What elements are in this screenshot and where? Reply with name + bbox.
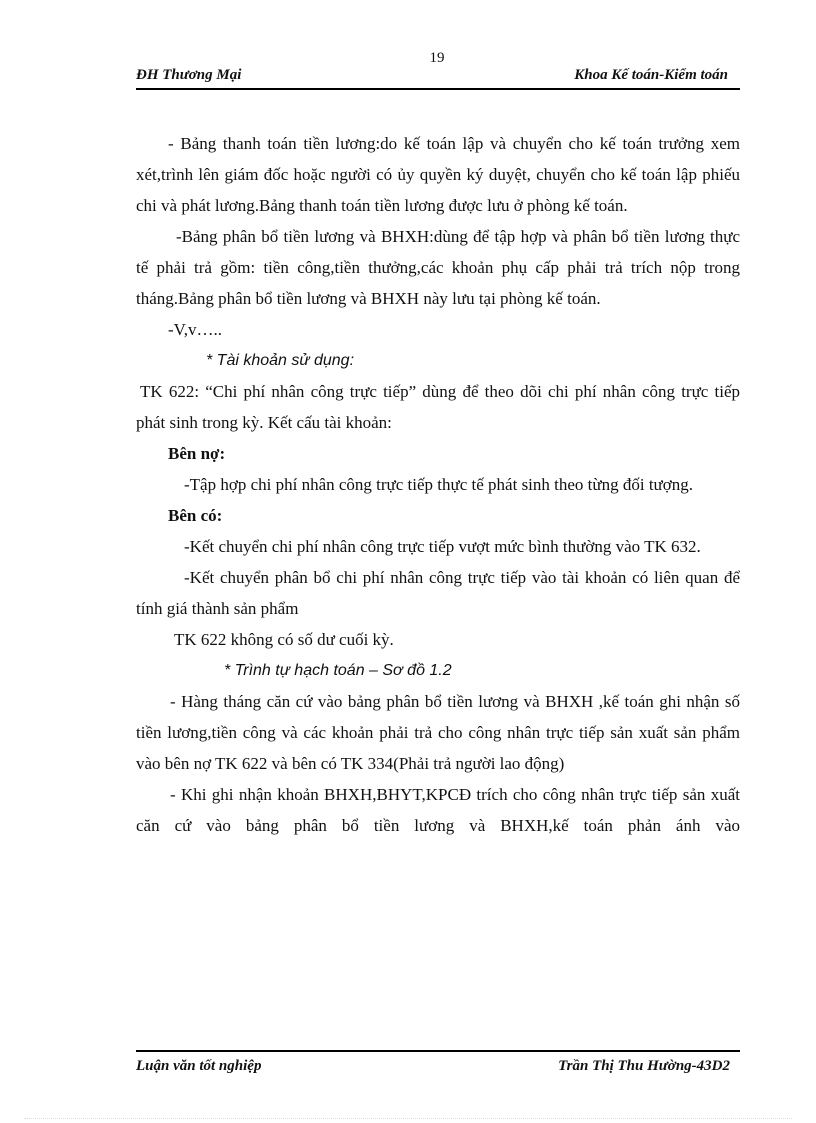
credit-side-heading: Bên có: xyxy=(168,506,223,525)
paragraph: TK 622 không có số dư cuối kỳ. xyxy=(174,630,394,649)
section-heading-procedure: * Trình tự hạch toán – Sơ đồ 1.2 xyxy=(224,662,452,679)
page-number: 19 xyxy=(429,50,445,66)
paragraph: - Hàng tháng căn cứ vào bảng phân bổ tiền lương và BHXH ,kế toán ghi nhận số tiền lương,tiền công và các khoản phải trả cho công nhân trực tiếp sản xuất sản phẩm vào bên nợ TK 622 và bên có TK 334(Phải trả người lao động) xyxy=(136,692,740,773)
page-body xyxy=(136,128,740,841)
paragraph: -Kết chuyển chi phí nhân công trực tiếp vượt mức bình thường vào TK 632. xyxy=(184,537,701,556)
header-faculty: Khoa Kế toán-Kiểm toán xyxy=(574,67,728,83)
header-university: ĐH Thương Mại xyxy=(136,67,242,83)
paragraph: -Tập hợp chi phí nhân công trực tiếp thực tế phát sinh theo từng đối tượng. xyxy=(184,475,694,494)
debit-side-heading: Bên nợ: xyxy=(168,444,226,463)
page-edge-divider xyxy=(24,1118,792,1119)
paragraph: -V,v….. xyxy=(168,320,222,339)
footer-author: Trần Thị Thu Hường-43D2 xyxy=(558,1058,730,1074)
paragraph: - Khi ghi nhận khoản BHXH,BHYT,KPCĐ trích cho công nhân trực tiếp sản xuất căn cứ vào bảng phân bổ tiền lương và BHXH,kế toán phản ánh vào xyxy=(136,785,740,835)
section-heading-accounts: * Tài khoản sử dụng: xyxy=(206,352,355,369)
paragraph: -Bảng phân bổ tiền lương và BHXH:dùng để tập hợp và phân bổ tiền lương thực tế phải trả gồm: tiền công,tiền thưởng,các khoản phụ cấp phải trả trích nộp trong tháng.Bảng phân bổ tiền lương và BHXH này lưu tại phòng kế toán. xyxy=(136,227,740,308)
footer-thesis-label: Luận văn tốt nghiệp xyxy=(136,1058,262,1074)
page-header xyxy=(136,66,740,90)
paragraph: TK 622: “Chi phí nhân công trực tiếp” dùng để theo dõi chi phí nhân công trực tiếp phát sinh trong kỳ. Kết cấu tài khoản: xyxy=(136,382,740,432)
paragraph: -Kết chuyển phân bổ chi phí nhân công trực tiếp vào tài khoản có liên quan để tính giá thành sản phẩm xyxy=(136,568,740,618)
page-footer xyxy=(136,1050,740,1074)
paragraph: - Bảng thanh toán tiền lương:do kế toán lập và chuyển cho kế toán trưởng xem xét,trình lên giám đốc hoặc người có ủy quyền ký duyệt, chuyển cho kế toán lập phiếu chi và phát lương.Bảng thanh toán tiền lương được lưu ở phòng kế toán. xyxy=(136,134,740,215)
